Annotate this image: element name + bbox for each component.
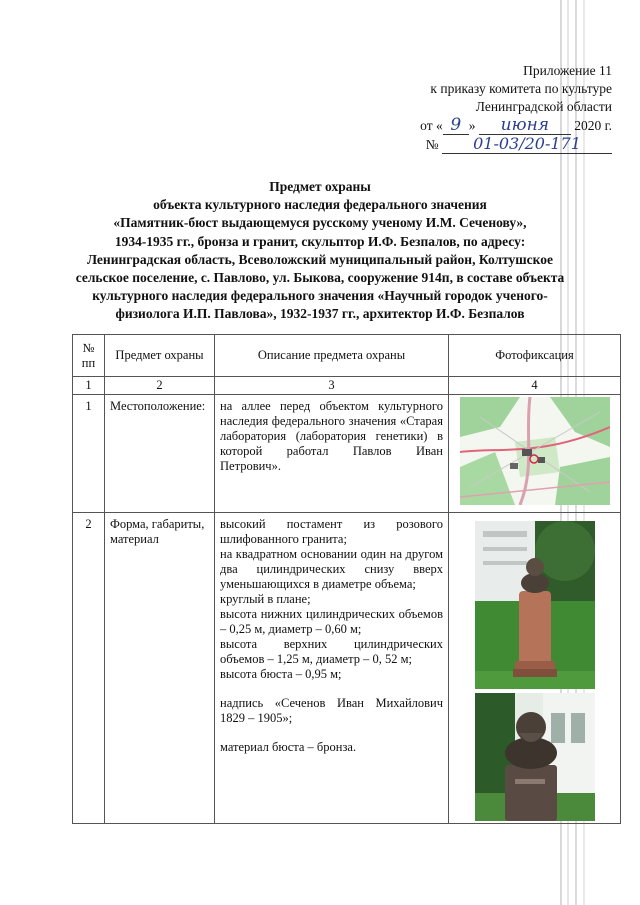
- location-map-image: [460, 397, 610, 505]
- handwritten-number: 01-03/20-171: [442, 135, 612, 154]
- date-line: от « 9 » июня 2020 г.: [420, 115, 612, 135]
- table-header-row: [73, 335, 621, 377]
- col-number: 2: [105, 377, 215, 395]
- row-photo: [449, 513, 621, 824]
- title-line: культурного наследия федерального значения «Научный городок ученого-: [92, 288, 548, 304]
- number-line: № 01-03/20-171: [352, 135, 612, 154]
- col-header-subject: Предмет охраны: [105, 335, 215, 377]
- appendix-header: [352, 62, 612, 154]
- table-row: [73, 395, 621, 513]
- order-line: к приказу комитета по культуре: [430, 81, 612, 96]
- col-number: 3: [215, 377, 449, 395]
- col-number: 4: [449, 377, 621, 395]
- appendix-label: Приложение 11: [523, 63, 612, 78]
- col-number: 1: [73, 377, 105, 395]
- col-header-photo: Фотофиксация: [449, 335, 621, 377]
- row-photo: [449, 395, 621, 513]
- document-title: [40, 178, 600, 324]
- monument-photo-full: [460, 521, 610, 689]
- region-line: Ленинградской области: [475, 99, 612, 114]
- row-number: 2: [73, 513, 105, 824]
- row-subject: Местоположение:: [105, 395, 215, 513]
- title-line: Ленинградская область, Всеволожский муниципальный район, Колтушское: [86, 251, 554, 267]
- title-line: сельское поселение, с. Павлово, ул. Быкова, сооружение 914п, в составе объекта: [75, 270, 565, 286]
- handwritten-month: июня: [479, 116, 571, 135]
- title-line: физиолога И.П. Павлова», 1932-1937 гг., архитектор И.Ф. Безпалов: [115, 306, 525, 322]
- title-line: объекта культурного наследия федерального значения: [153, 197, 487, 213]
- title-line: Предмет охраны: [269, 179, 371, 194]
- col-header-number: № пп: [73, 335, 105, 377]
- column-number-row: [73, 377, 621, 395]
- col-header-description: Описание предмета охраны: [215, 335, 449, 377]
- row-number: 1: [73, 395, 105, 513]
- handwritten-day: 9: [443, 116, 469, 135]
- title-line: 1934-1935 гг., бронза и гранит, скульптор И.Ф. Безпалов, по адресу:: [114, 233, 526, 249]
- row-subject: Форма, габариты, материал: [105, 513, 215, 824]
- row-description: на аллее перед объектом культурного наследия федерального значения «Старая лаборатория (лаборатория генетики) в которой работал Павлов Иван Петрович».: [215, 395, 449, 513]
- monument-photo-bust: [460, 693, 610, 821]
- row-description: высокий постамент из розового шлифованного гранита; на квадратном основании один на другом два цилиндрических снизу вверх уменьшающихся в диаметре объема; круглый в плане; высота нижних цилиндрических объемов – 0,25 м, диаметр – 0,60 м; высота верхних цилиндрических объемов – 1,25 м, диаметр – 0, 52 м; высота бюста – 0,95 м; надпись «Сеченов Иван Михайлович 1829 – 1905»; материал бюста – бронза.: [215, 513, 449, 824]
- protection-subject-table: [72, 334, 621, 824]
- title-line: «Памятник-бюст выдающемуся русскому ученому И.М. Сеченову»,: [113, 215, 527, 231]
- table-row: [73, 513, 621, 824]
